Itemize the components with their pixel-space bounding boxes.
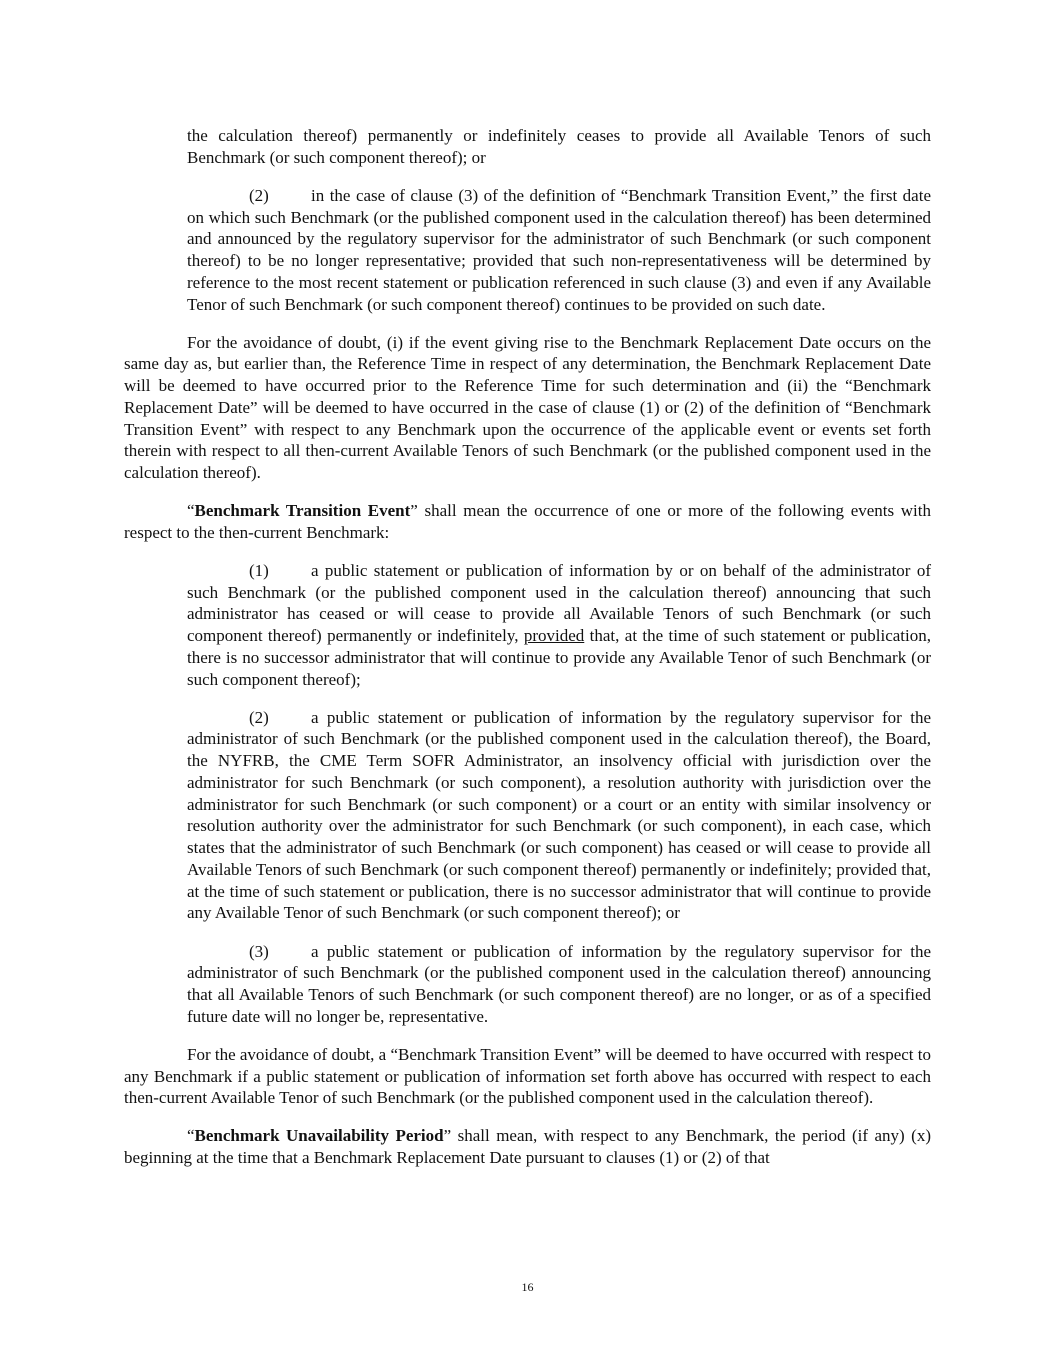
- clause-number: (3): [249, 941, 269, 961]
- enumerated-clause: [187, 560, 931, 691]
- paragraph: [124, 1125, 931, 1169]
- text: in the case of clause (3) of the definition of “Benchmark Transition Event,” the first date on which such Benchmark (or the published component used in the calculation thereof) has been determined and announced by the regulatory supervisor for the administrator of such Benchmark (or such component thereof) to be no longer representative; provided that such non-representativeness will be determined by reference to the most recent statement or publication referenced in such clause (3) and even if any Available Tenor of such Benchmark (or such component thereof) continues to be provided on such date.: [187, 185, 931, 314]
- defined-term: Benchmark Transition Event: [194, 501, 411, 521]
- text: For the avoidance of doubt, (i) if the event giving rise to the Benchmark Replacement Date occurs on the same day as, but earlier than, the Reference Time in respect of any determination, the Benchmark Replacement Date will be deemed to have occurred prior to the Reference Time for such determination and (ii) the “Benchmark Replacement Date” will be deemed to have occurred in the case of clause (1) or (2) of the definition of “Benchmark Transition Event” with respect to any Benchmark upon the occurrence of the applicable event or events set forth therein with respect to all then-current Available Tenors of such Benchmark (or the published component used in the calculation thereof).: [124, 332, 931, 483]
- underlined-text: provided: [523, 626, 585, 646]
- clause-number: (1): [249, 560, 269, 580]
- text: “: [187, 1126, 195, 1146]
- text: For the avoidance of doubt, a “Benchmark Transition Event” will be deemed to have occurred with respect to any Benchmark if a public statement or publication of information set forth above has occurred with respect to each then-current Available Tenor of such Benchmark (or the published component used in the calculation thereof).: [124, 1044, 931, 1108]
- paragraph: [124, 332, 931, 484]
- paragraph: [187, 125, 931, 169]
- text: ” shall mean, with respect to any Benchmark, the period (if any) (x) beginning at the time that a Benchmark Replacement Date pursuant to clauses (1) or (2) of that: [124, 1126, 931, 1168]
- text: a public statement or publication of information by the regulatory supervisor for the administrator of such Benchmark (or the published component used in the calculation thereof), the Board, the NYFRB, the CME Term SOFR Administrator, an insolvency official with jurisdiction over the administrator for such Benchmark (or such component), a resolution authority with jurisdiction over the administrator for such Benchmark (or such component) or a court or an entity with similar insolvency or resolution authority over the administrator for such Benchmark (or such component), in each case, which states that the administrator of such Benchmark (or such component) has ceased or will cease to provide all Available Tenors of such Benchmark (or such component thereof) permanently or indefinitely; provided that, at the time of such statement or publication, there is no successor administrator that will continue to provide any Available Tenor of such Benchmark (or such component thereof); or: [187, 707, 931, 923]
- enumerated-clause: [187, 941, 931, 1028]
- enumerated-clause: [187, 185, 931, 316]
- defined-term: Benchmark Unavailability Period: [194, 1126, 444, 1146]
- document-body: [124, 125, 931, 1185]
- clause-number: (2): [249, 707, 269, 727]
- clause-number: (2): [249, 185, 269, 205]
- enumerated-clause: [187, 707, 931, 925]
- text: that, at the time of such statement or publication, there is no successor administrator that will continue to provide any Available Tenor of such Benchmark (or such component thereof);: [187, 626, 931, 689]
- text: a public statement or publication of information by or on behalf of the administrator of such Benchmark (or the published component used in the calculation thereof) announcing that such administrator has ceased or will cease to provide all Available Tenors of such Benchmark (or such component thereof) permanently or indefinitely,: [187, 560, 931, 646]
- page-number: 16: [521, 1280, 534, 1294]
- text: ” shall mean the occurrence of one or more of the following events with respect to the then-current Benchmark:: [124, 501, 931, 542]
- text: “: [187, 501, 195, 521]
- text: a public statement or publication of information by the regulatory supervisor for the administrator of such Benchmark (or the published component used in the calculation thereof) announcing that all Available Tenors of such Benchmark (or such component thereof) are no longer, or as of a specified future date will no longer be, representative.: [187, 941, 931, 1026]
- paragraph: [124, 1044, 931, 1109]
- paragraph: [124, 500, 931, 544]
- text: the calculation thereof) permanently or indefinitely ceases to provide all Available Tenors of such Benchmark (or such component thereof); or: [187, 126, 931, 167]
